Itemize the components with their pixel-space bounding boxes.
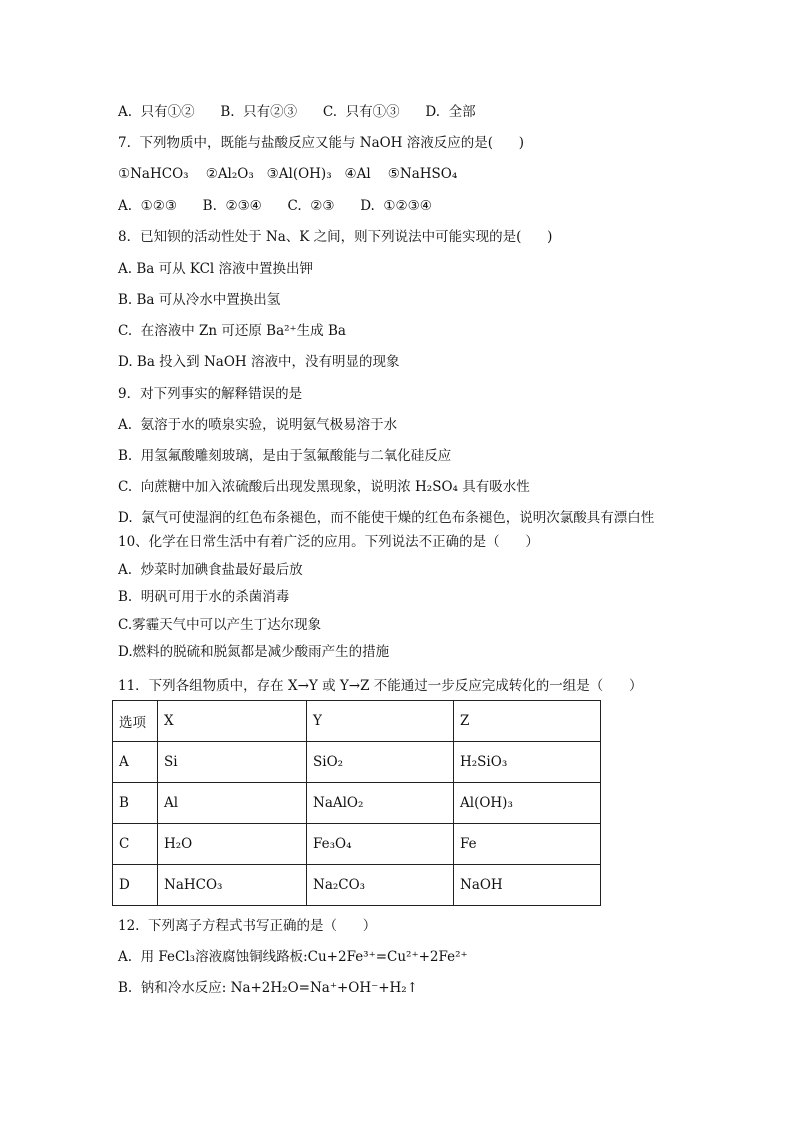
q12-stem: 12. 下列离子方程式书写正确的是（ ） [118, 918, 377, 934]
q7-stem: 7. 下列物质中，既能与盐酸反应又能与 NaOH 溶液反应的是( ) [118, 135, 525, 151]
table-cell: B [113, 783, 158, 824]
table-cell: NaAlO₂ [307, 783, 454, 824]
q7-substances: ①NaHCO₃ ②Al₂O₃ ③Al(OH)₃ ④Al ⑤NaHSO₄ [118, 166, 458, 182]
q10-stem: 10、化学在日常生活中有着广泛的应用。下列说法不正确的是（ ） [118, 534, 539, 550]
table-cell: Al [158, 783, 307, 824]
q12-option-a: A. 用 FeCl₃溶液腐蚀铜线路板:Cu+2Fe³⁺=Cu²⁺+2Fe²⁺ [118, 949, 468, 965]
q8-option-b: B. Ba 可从冷水中置换出氢 [118, 292, 281, 308]
q11-stem: 11．下列各组物质中，存在 X→Y 或 Y→Z 不能通过一步反应完成转化的一组是（ ） [118, 678, 643, 694]
q9-option-b: B. 用氢氟酸雕刻玻璃，是由于氢氟酸能与二氧化硅反应 [118, 448, 452, 464]
q6-options: A. 只有①② B. 只有②③ C. 只有①③ D. 全部 [118, 104, 476, 120]
q9-option-d: D. 氯气可使湿润的红色布条褪色，而不能使干燥的红色布条褪色，说明次氯酸具有漂白性 [118, 510, 655, 526]
table-cell: H₂SiO₃ [454, 742, 601, 783]
table-cell: NaHCO₃ [158, 865, 307, 906]
table-header-row [113, 701, 601, 742]
table-cell: Na₂CO₃ [307, 865, 454, 906]
q8-option-d: D. Ba 投入到 NaOH 溶液中，没有明显的现象 [118, 354, 400, 370]
q11-table [112, 700, 601, 906]
table-row [113, 824, 601, 865]
table-cell: H₂O [158, 824, 307, 865]
table-cell: SiO₂ [307, 742, 454, 783]
q8-option-c: C. 在溶液中 Zn 可还原 Ba²⁺生成 Ba [118, 323, 346, 339]
table-cell: C [113, 824, 158, 865]
q10-option-b: B. 明矾可用于水的杀菌消毒 [118, 589, 290, 605]
q8-option-a: A. Ba 可从 KCl 溶液中置换出钾 [118, 261, 314, 277]
table-cell: D [113, 865, 158, 906]
table-cell: Fe₃O₄ [307, 824, 454, 865]
table-cell: Fe [454, 824, 601, 865]
table-header-cell: 选项 [113, 701, 158, 742]
q9-stem: 9．对下列事实的解释错误的是 [118, 386, 303, 402]
table-cell: NaOH [454, 865, 601, 906]
q12-option-b: B. 钠和冷水反应: Na+2H₂O=Na⁺+OH⁻+H₂↑ [118, 980, 419, 996]
table-row [113, 865, 601, 906]
q8-stem: 8．已知钡的活动性处于 Na、K 之间，则下列说法中可能实现的是( ) [118, 229, 553, 245]
q7-options: A. ①②③ B. ②③④ C. ②③ D. ①②③④ [118, 198, 432, 214]
table-cell: A [113, 742, 158, 783]
q9-option-c: C. 向蔗糖中加入浓硫酸后出现发黑现象，说明浓 H₂SO₄ 具有吸水性 [118, 479, 530, 495]
table-cell: Al(OH)₃ [454, 783, 601, 824]
table-cell: Si [158, 742, 307, 783]
table-header-cell: X [158, 701, 307, 742]
table-row [113, 783, 601, 824]
q10-option-a: A. 炒菜时加碘食盐最好最后放 [118, 562, 303, 578]
table-header-cell: Y [307, 701, 454, 742]
table-row [113, 742, 601, 783]
q9-option-a: A. 氨溶于水的喷泉实验，说明氨气极易溶于水 [118, 417, 398, 433]
table-header-cell: Z [454, 701, 601, 742]
q10-option-d: D.燃料的脱硫和脱氮都是减少酸雨产生的措施 [118, 644, 390, 660]
q10-option-c: C.雾霾天气中可以产生丁达尔现象 [118, 617, 322, 633]
